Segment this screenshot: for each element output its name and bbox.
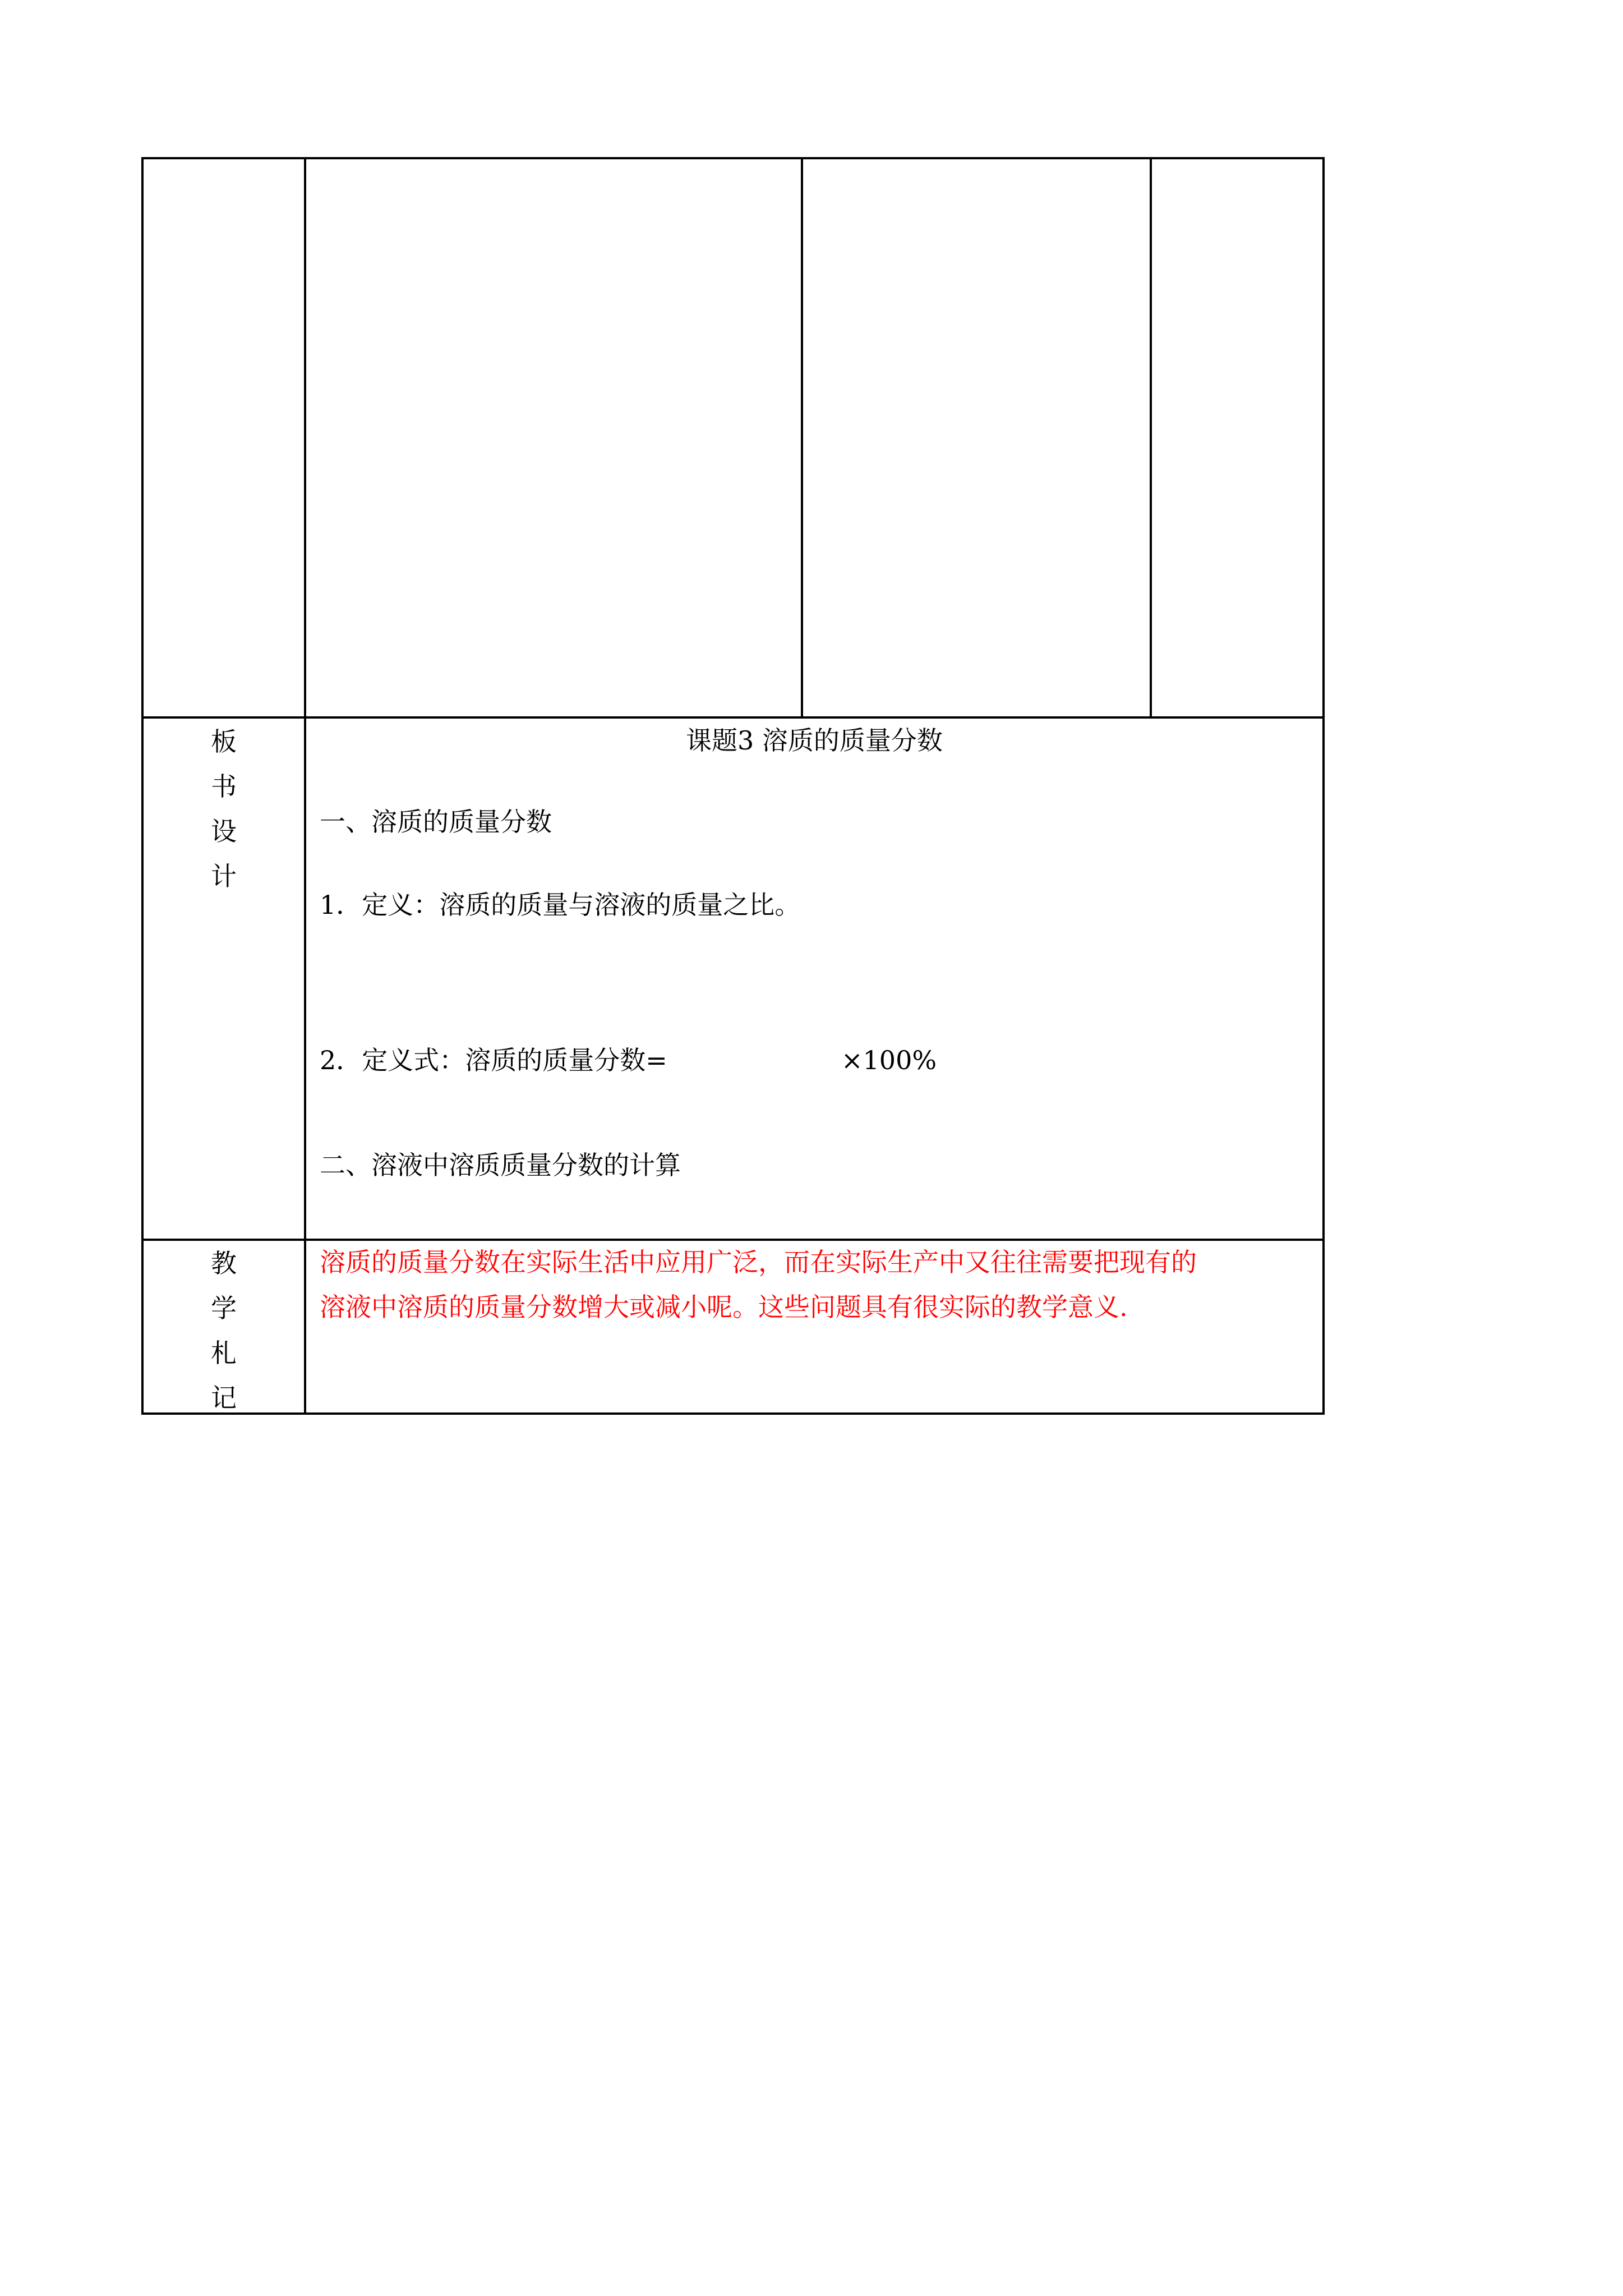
table-col-divider-2 xyxy=(801,157,803,718)
section1-heading: 一、溶质的质量分数 xyxy=(320,807,552,837)
teaching-notes-line-2: 溶液中溶质的质量分数增大或减小呢。这些问题具有很实际的教学意义. xyxy=(320,1292,1128,1322)
board-design-label-char: 板 xyxy=(211,726,237,757)
teaching-notes-label-char: 记 xyxy=(211,1383,237,1413)
teaching-notes-line-1: 溶质的质量分数在实际生活中应用广泛，而在实际生产中又往往需要把现有的 xyxy=(320,1247,1197,1277)
table-border-right xyxy=(1322,157,1325,1415)
board-design-label-char: 计 xyxy=(211,861,237,891)
formula-item-prefix: 2．定义式：溶质的质量分数= xyxy=(320,1045,667,1075)
board-design-label-char: 书 xyxy=(211,771,237,802)
board-design-title: 课题3 溶质的质量分数 xyxy=(686,725,943,756)
teaching-notes-label-char: 教 xyxy=(211,1248,237,1278)
table-row-divider-1 xyxy=(141,716,1325,719)
definition-item: 1．定义：溶质的质量与溶液的质量之比。 xyxy=(320,890,801,920)
board-design-label xyxy=(142,719,305,899)
teaching-notes-label-char: 札 xyxy=(211,1338,237,1368)
table-col-divider-3 xyxy=(1150,157,1152,718)
table-row-divider-2 xyxy=(141,1239,1325,1241)
formula-item-suffix: ×100% xyxy=(841,1045,937,1075)
table-border-bottom xyxy=(141,1412,1325,1415)
teaching-notes-label xyxy=(142,1241,305,1420)
teaching-notes-label-char: 学 xyxy=(211,1293,237,1323)
board-design-label-char: 设 xyxy=(211,816,237,846)
section2-heading: 二、溶液中溶质质量分数的计算 xyxy=(320,1150,681,1180)
table-border-top xyxy=(141,157,1325,159)
